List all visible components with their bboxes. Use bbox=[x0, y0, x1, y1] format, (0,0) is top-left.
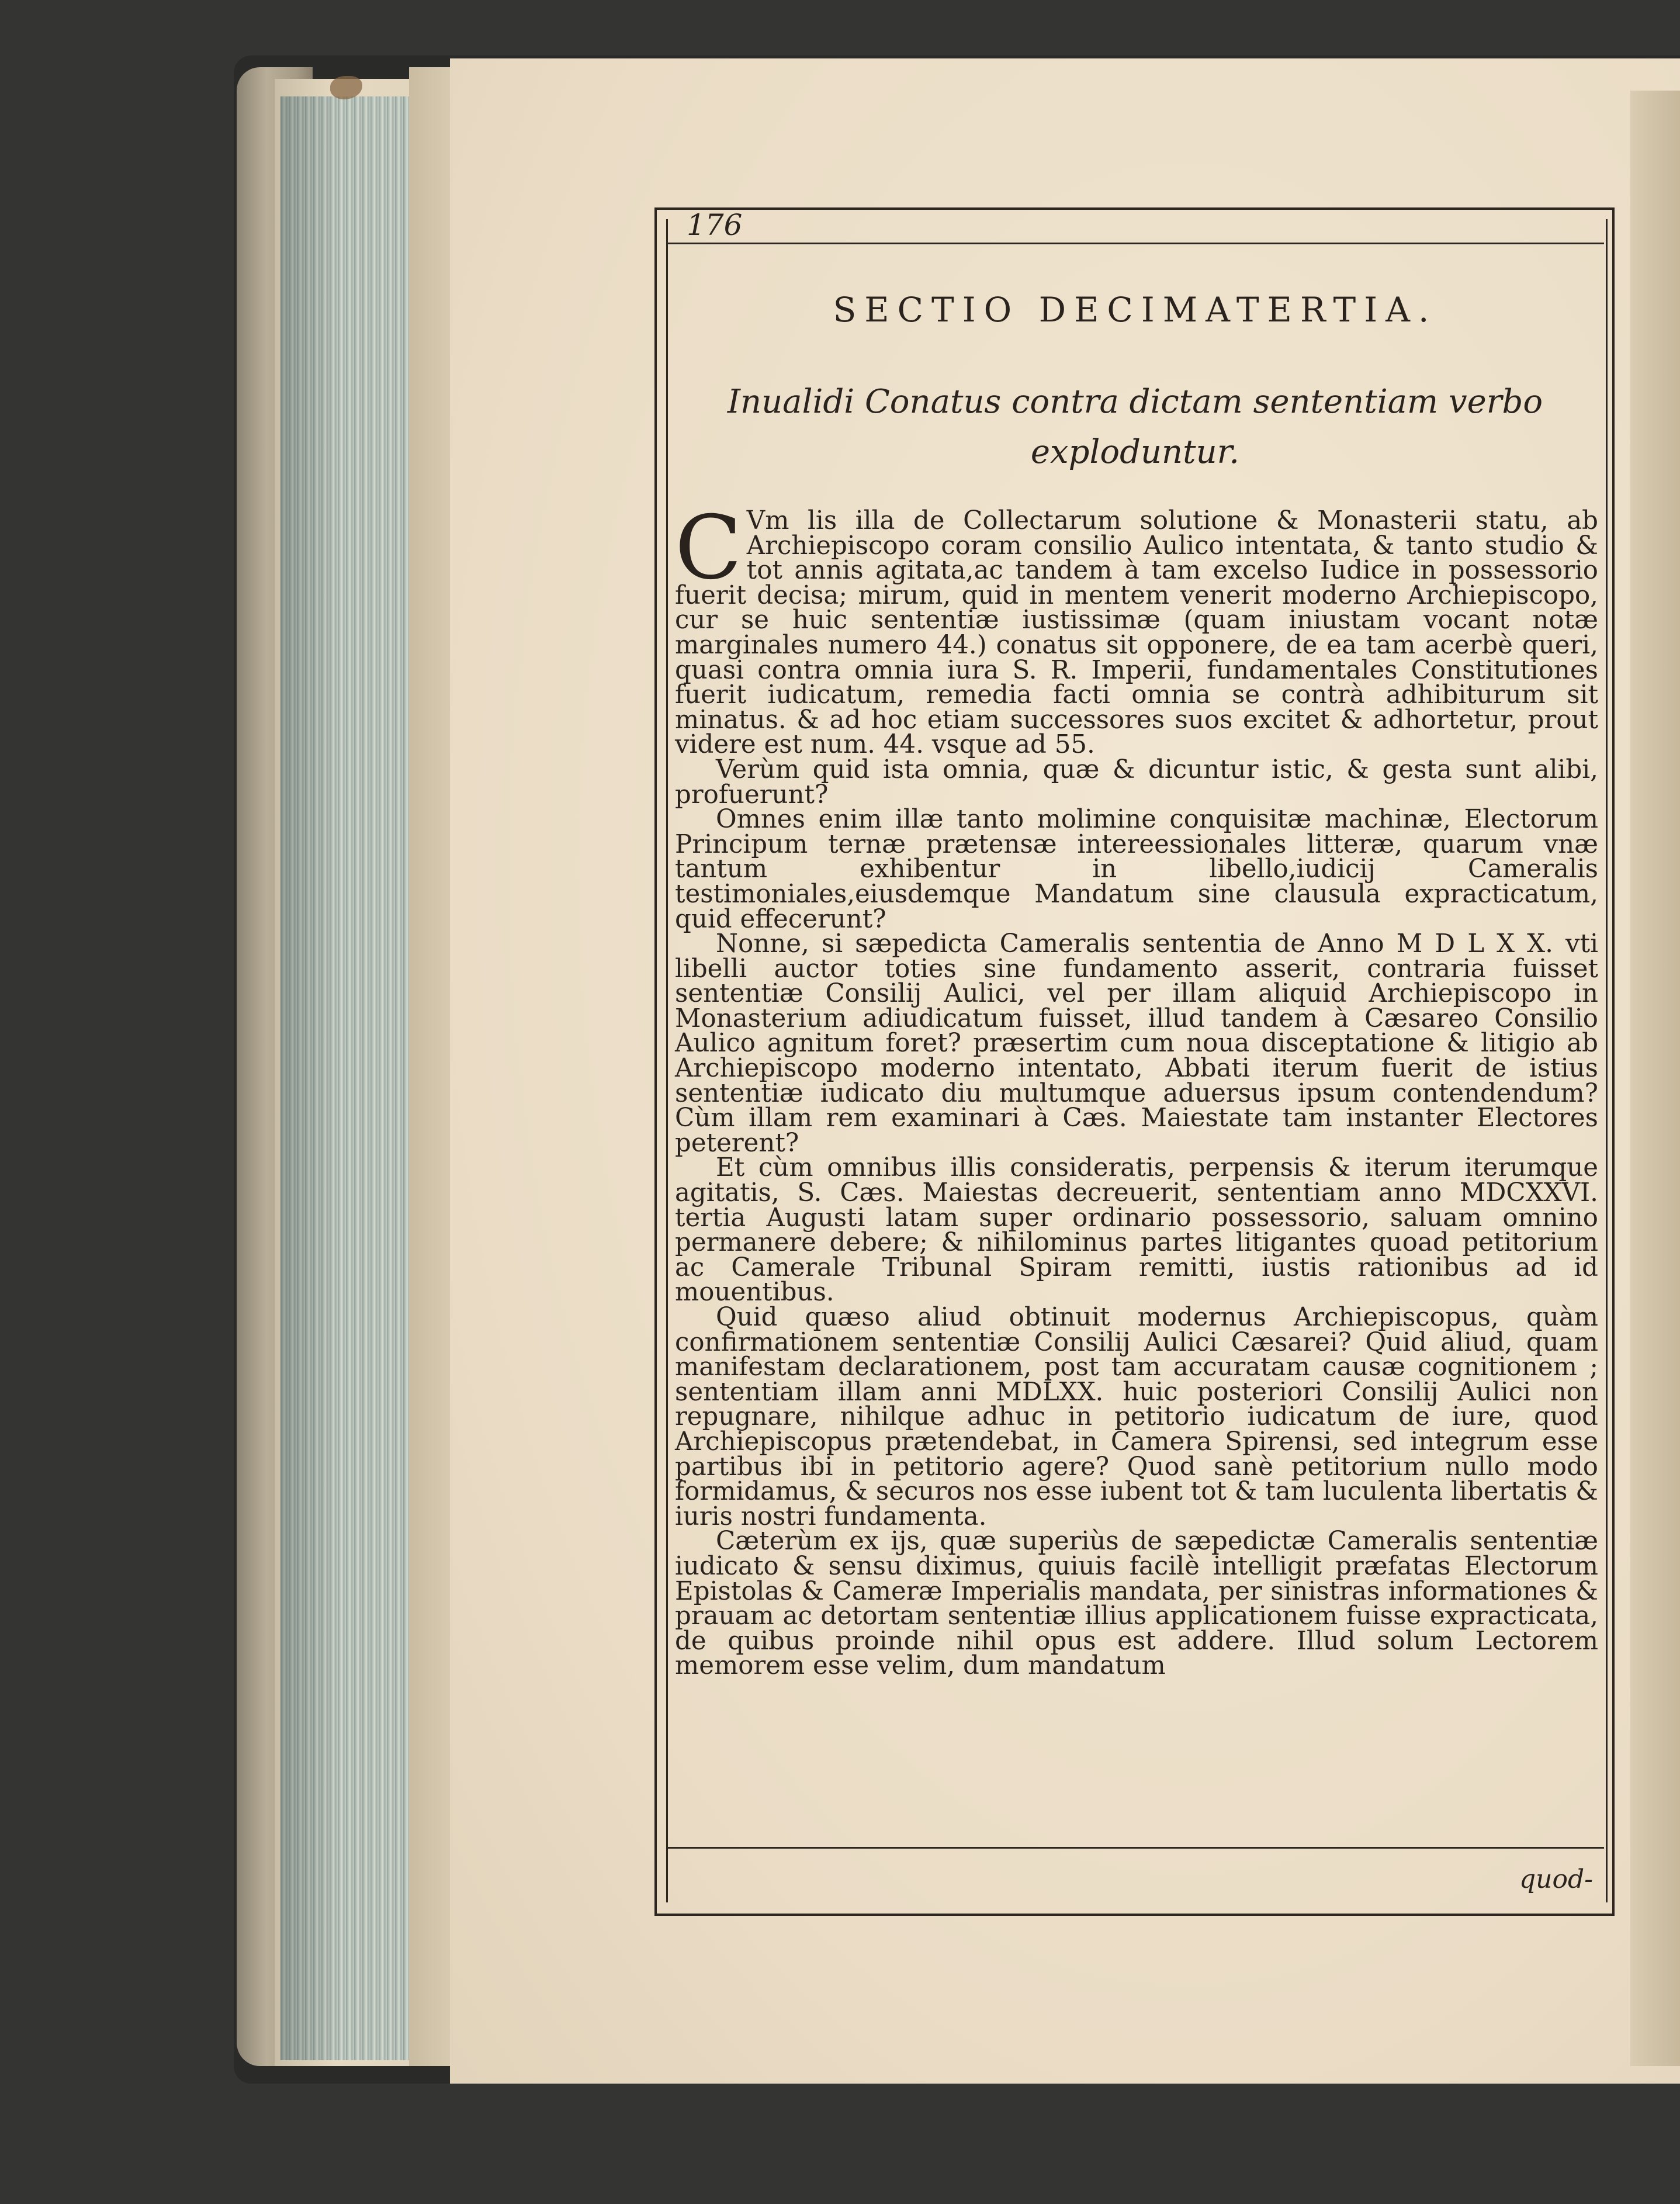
section-subtitle bbox=[666, 377, 1604, 478]
header-rule bbox=[666, 243, 1604, 244]
paragraph-4: Nonne, si sæpedicta Cameralis sententia de Anno M D L X X. vti libelli auctor toties sine fundamento asserit, contraria fuisset sententiæ Consilij Aulici, vel per illam aliquid Archiepiscopo in Monasterium adiudicatum fuisset, illud tandem à Cæsareo Consilio Aulico agnitum foret? præsertim cum noua disceptatione & litigio ab Archiepiscopo moderno intentato, Abbati iterum fuerit de istius sententiæ iudicato diu multumque aduersus ipsum contendendum? Cùm illam rem examinari à Cæs. Maiestate tam instanter Electores peterent? bbox=[675, 929, 1598, 1158]
body-text bbox=[675, 497, 1598, 1681]
paragraph-1-text: Vm lis illa de Collectarum solutione & Monasterii statu, ab Archiepiscopo coram consilio Aulico intentata, & tanto studio & tot annis agitata,ac tandem à tam excelso Iudice in possessorio fuerit decisa; mirum, quid in mentem venerit moderno Archiepiscopo, cur se huic sententiæ iustissimæ (quam iniustam vocant notæ marginales numero 44.) conatus sit opponere, de ea tam acerbè queri, quasi contra omnia iura S. R. Imperii, fundamentales Constitutiones fuerit iudicatum, remedia facti omnia se contrà adhibiturum sit minatus. & ad hoc etiam successores suos excitet & adhortetur, prout videre est num. 44. vsque ad 55. bbox=[675, 506, 1598, 760]
page-number: 176 bbox=[687, 208, 743, 242]
paragraph-1 bbox=[675, 497, 1598, 760]
paragraph-5: Et cùm omnibus illis consideratis, perpensis & iterum iterumque agitatis, S. Cæs. Maiestas decreuerit, sententiam anno MDCXXVI. tertia Augusti latam super ordinario possessorio, saluam omnino permanere debere; & nihilominus partes litigantes quoad petitorium ac Camerale Tribunal Spiram remitti, iustis rationibus ad id mouentibus. bbox=[675, 1153, 1598, 1307]
paragraph-3: Omnes enim illæ tanto molimine conquisitæ machinæ, Electorum Principum ternæ prætensæ intereessionales litteræ, quarum vnæ tantum exhibentur in libello,iudicij Cameralis testimoniales,eiusdemque Mandatum sine clausula expracticatum, quid effecerunt? bbox=[675, 805, 1598, 934]
paragraph-7: Cæterùm ex ijs, quæ superiùs de sæpedictæ Cameralis sententiæ iudicato & sensu diximus, quiuis facilè intelligit præfatas Electorum Epistolas & Cameræ Imperialis mandata, per sinistras informationes & prauam ac detortam sententiæ illius applicationem fuisse expracticata, de quibus proinde nihil opus est addere. Illud solum Lectorem memorem esse velim, dum mandatum bbox=[675, 1527, 1598, 1681]
subtitle-line-1: Inualidi Conatus contra dictam sententiam verbo bbox=[727, 383, 1543, 421]
drop-cap: C bbox=[675, 497, 742, 599]
next-page-edge bbox=[1630, 91, 1680, 2066]
paragraph-6: Quid quæso aliud obtinuit modernus Archiepiscopus, quàm confirmationem sententiæ Consilij Aulici Cæsarei? Quid aliud, quam manifestam declarationem, post tam accuratam causæ cognitionem ; sententiam illam anni MDLXX. huic posteriori Consilij Aulici non repugnare, nihilque adhuc in petitorio iudicatum de iure, quod Archiepiscopus prætendebat, in Camera Spirensi, sed integrum esse partibus ibi in petitorio agere? Quod sanè petitorium nullo modo formidamus, & securos nos esse iubent tot & tam luculenta libertatis & iuris nostri fundamenta. bbox=[675, 1303, 1598, 1531]
footer-rule bbox=[666, 1847, 1604, 1849]
section-title: SECTIO DECIMATERTIA. bbox=[833, 290, 1437, 330]
subtitle-line-2: exploduntur. bbox=[1030, 433, 1240, 471]
paragraph-2: Verùm quid ista omnia, quæ & dicuntur istic, & gesta sunt alibi, profuerunt? bbox=[675, 755, 1598, 809]
catchword: quod- bbox=[1519, 1864, 1594, 1894]
